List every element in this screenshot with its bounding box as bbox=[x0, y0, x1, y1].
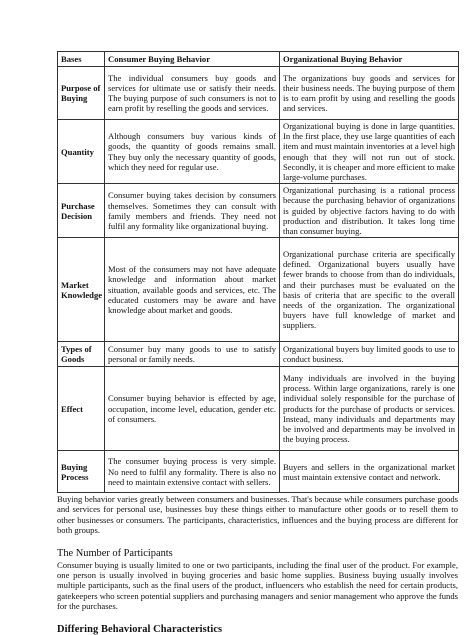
table-header-row bbox=[58, 52, 459, 67]
section-heading-behavioral: Differing Behavioral Characteristics bbox=[57, 624, 223, 635]
consumer-cell: Most of the consumers may not have adequate knowledge and information about market situation, available goods and services, etc. The educated customers may be aware and have knowledge about market and goods. bbox=[105, 238, 280, 342]
consumer-cell: Consumer buying takes decision by consumers themselves. Sometimes they can consult with family members and friends. They need not fulfil any formality like organizational buying. bbox=[105, 184, 280, 238]
organizational-cell: Organizational buying is done in large quantities. In the first place, they use large quantities of each item and must maintain inventories at a level high enough that they will not run out of stock. Secondly, it is cheaper and more efficient to make large-volume purchases. bbox=[280, 120, 459, 184]
organizational-cell: Organizational buyers buy limited goods to use to conduct business. bbox=[280, 342, 459, 367]
intro-paragraph: Buying behavior varies greatly between consumers and businesses. That's because while consumers purchase goods and services for personal use, businesses buy these things either to manufacture other goods or to resell them to other businesses or consumers. The participants, characteristics, influences and the buying process are different for both groups. bbox=[57, 494, 458, 535]
consumer-cell: Consumer buy many goods to use to satisfy personal or family needs. bbox=[105, 342, 280, 367]
consumer-cell: The individual consumers buy goods and services for ultimate use or satisfy their needs. The buying purpose of such consumers is not to earn profit by reselling the goods and services. bbox=[105, 67, 280, 120]
organizational-cell: Organizational purchasing is a rational process because the purchasing behavior of organizations is guided by objective factors having to do with production and distribution. It takes long time than consumer buying. bbox=[280, 184, 459, 238]
table-row bbox=[58, 238, 459, 342]
table-row bbox=[58, 67, 459, 120]
table-row bbox=[58, 451, 459, 493]
row-basis: Purchase Decision bbox=[58, 184, 105, 238]
header-organizational: Organizational Buying Behavior bbox=[280, 52, 459, 67]
organizational-cell: Many individuals are involved in the buying process. Within large organizations, rarely is one individual solely responsible for the purchase of products for the purchase of products or services. Instead, many individuals and departments may be involved and departments may be involved in the buying process. bbox=[280, 367, 459, 451]
row-basis: Purpose of Buying bbox=[58, 67, 105, 120]
table-row bbox=[58, 184, 459, 238]
organizational-cell: Buyers and sellers in the organizational market must maintain extensive contact and network. bbox=[280, 451, 459, 493]
section-heading-participants: The Number of Participants bbox=[57, 548, 173, 560]
consumer-cell: Consumer buying behavior is effected by age, occupation, income level, education, gender etc. of consumers. bbox=[105, 367, 280, 451]
header-consumer: Consumer Buying Behavior bbox=[105, 52, 280, 67]
row-basis: Market Knowledge bbox=[58, 238, 105, 342]
consumer-cell: The consumer buying process is very simple. No need to fulfil any formality. There is also no need to maintain extensive contact with sellers. bbox=[105, 451, 280, 493]
row-basis: Effect bbox=[58, 367, 105, 451]
organizational-cell: The organizations buy goods and services for their business needs. The buying purpose of them is to earn profit by using and reselling the goods and services. bbox=[280, 67, 459, 120]
table-row bbox=[58, 367, 459, 451]
table-row bbox=[58, 342, 459, 367]
organizational-cell: Organizational purchase criteria are specifically defined. Organizational buyers usually have fewer brands to choose from than do individuals, and their purchases must be evaluated on the basis of criteria that are specific to the overall needs of the organization. The organizational buyers have full knowledge of market and suppliers. bbox=[280, 238, 459, 342]
consumer-cell: Although consumers buy various kinds of goods, the quantity of goods remains small. They buy only the necessary quantity of goods, which they need for regular use. bbox=[105, 120, 280, 184]
document-page bbox=[57, 51, 458, 635]
comparison-table bbox=[57, 51, 459, 493]
table-row bbox=[58, 120, 459, 184]
header-bases: Bases bbox=[58, 52, 105, 67]
participants-paragraph: Consumer buying is usually limited to one or two participants, including the final user of the product. For example, one person is usually involved in buying groceries and basic home supplies. Business buying usually involves multiple participants, such as the final users of the product, influencers who establish the need for certain products, gatekeepers who screen potential suppliers and purchasing managers and senior management who approve the funds for the purchases. bbox=[57, 560, 458, 611]
row-basis: Buying Process bbox=[58, 451, 105, 493]
row-basis: Quantity bbox=[58, 120, 105, 184]
row-basis: Types of Goods bbox=[58, 342, 105, 367]
